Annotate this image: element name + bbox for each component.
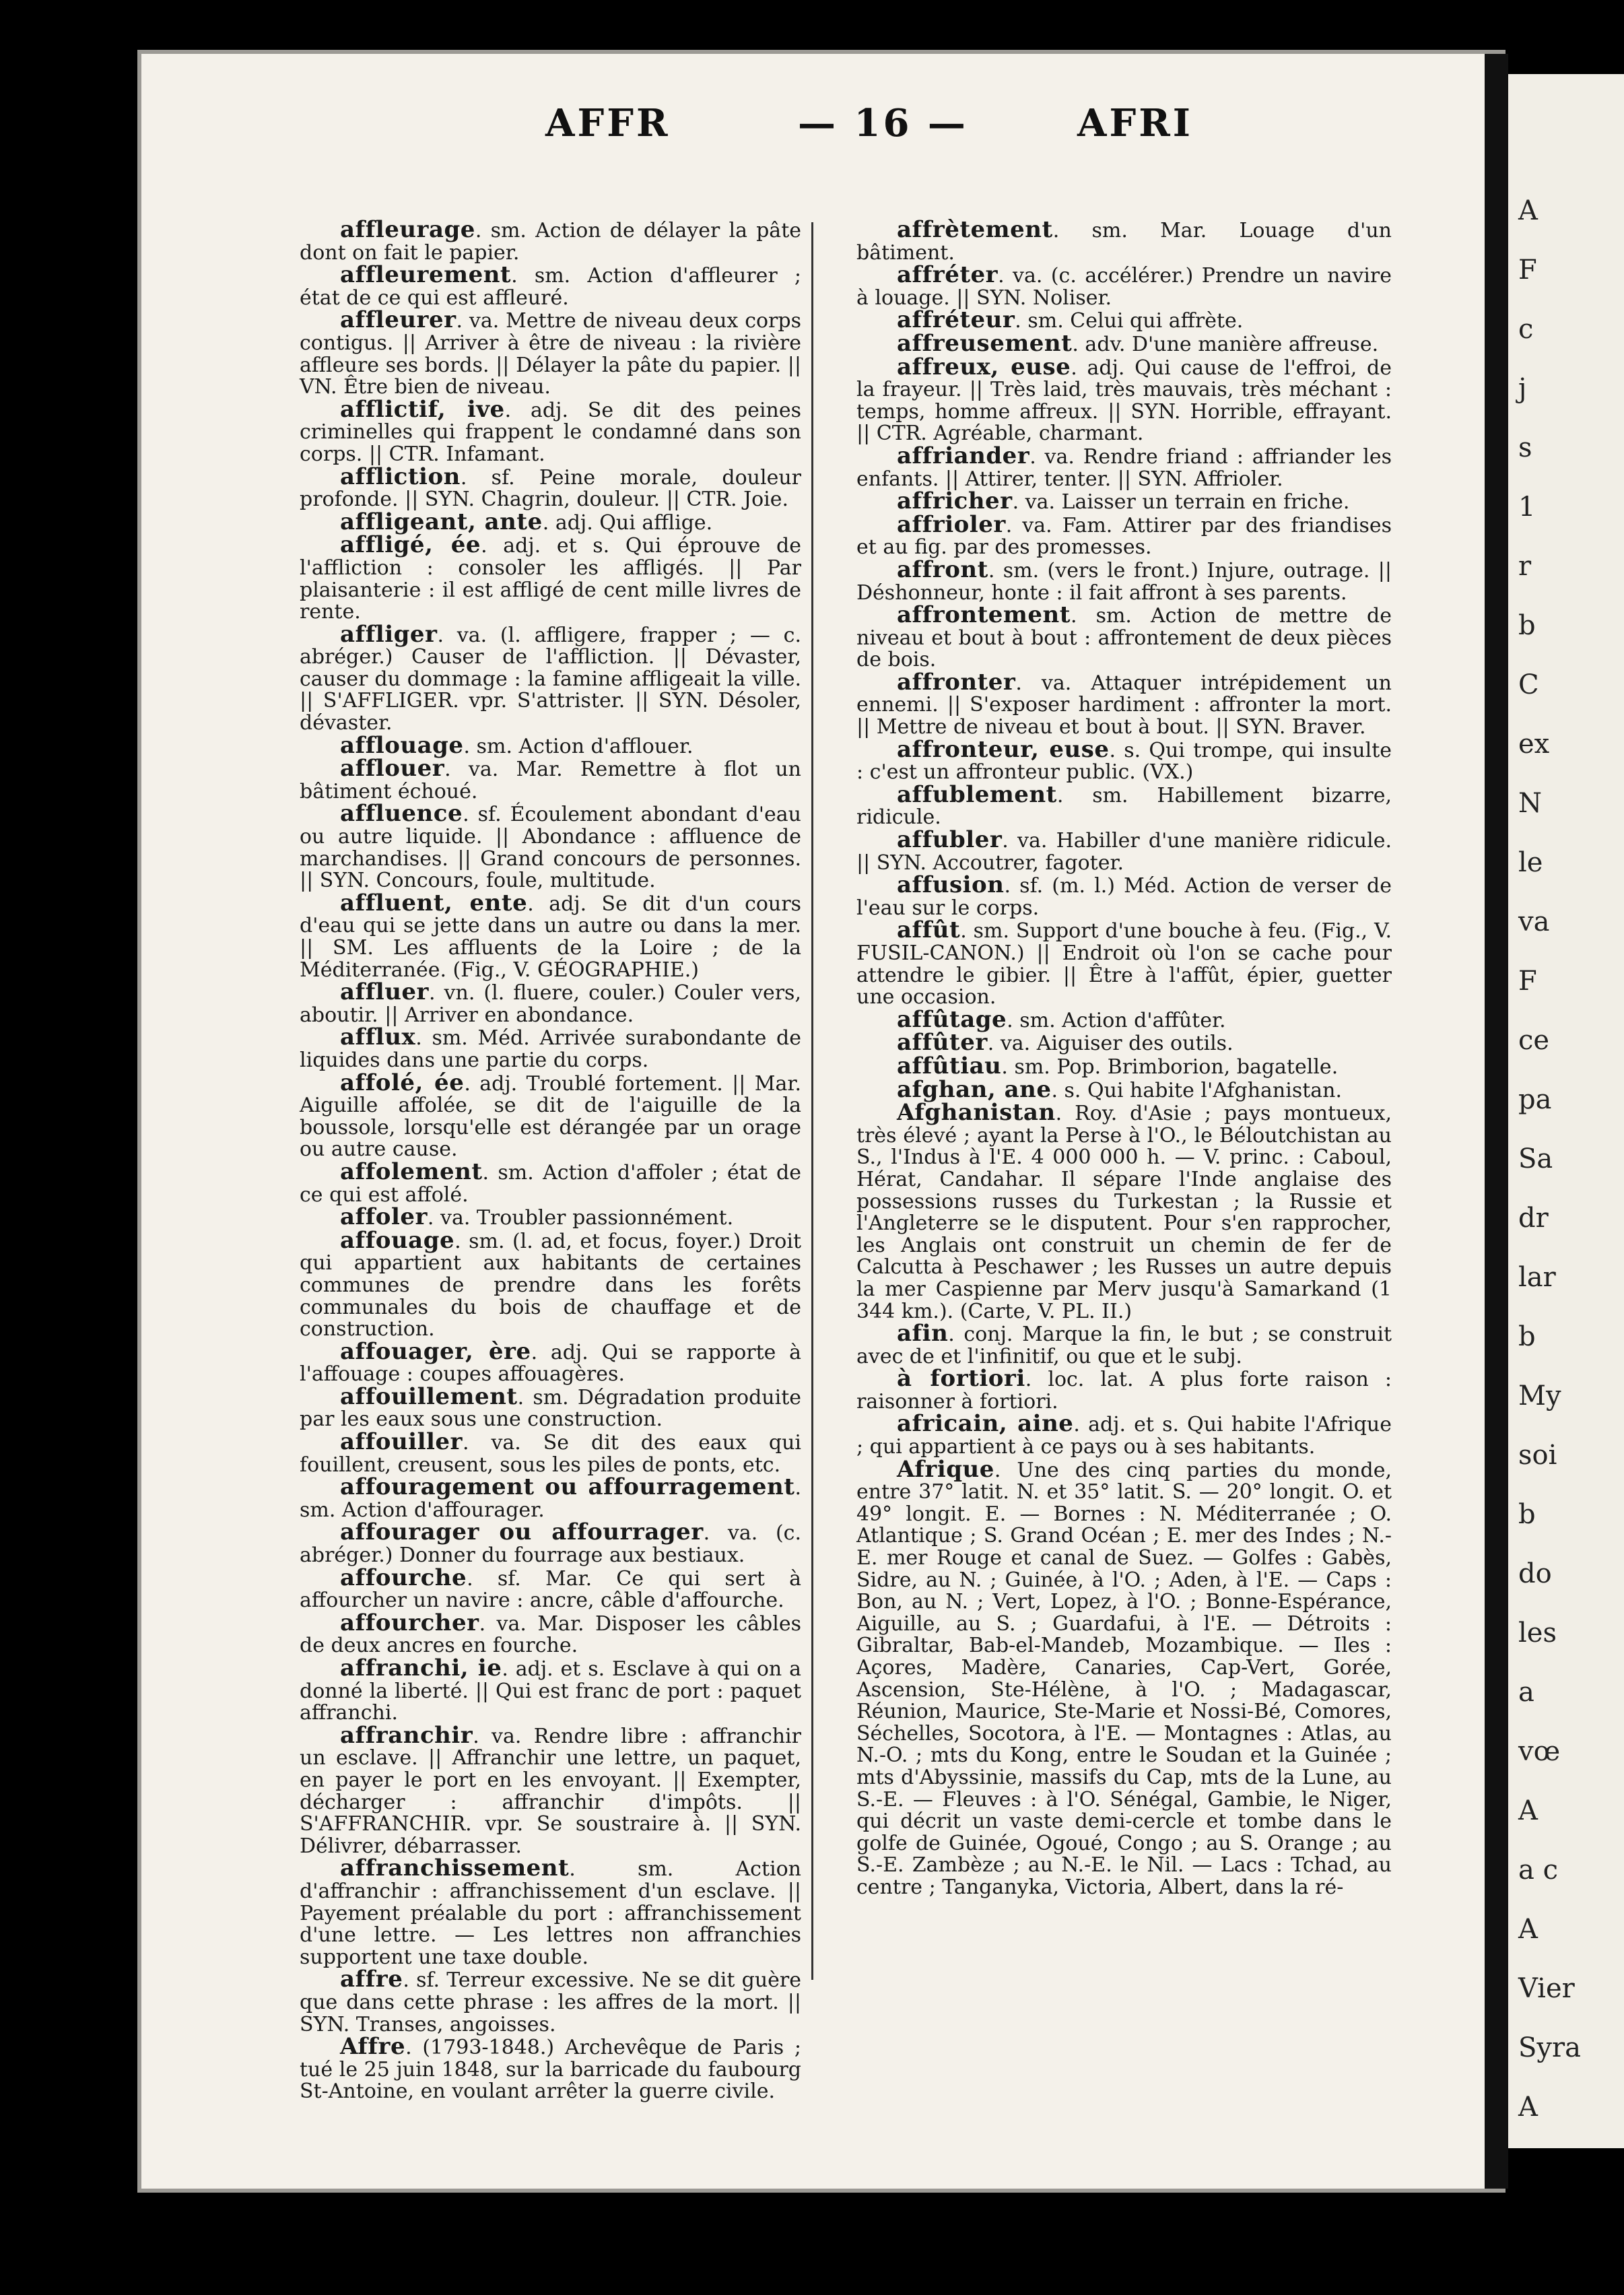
- dictionary-entry: [856, 668, 1392, 739]
- dictionary-entry: [856, 1029, 1392, 1057]
- entry-headword: affourche: [340, 1564, 467, 1591]
- dictionary-entry: [856, 1455, 1392, 1899]
- entry-definition: . s. Qui habite l'Afghanistan.: [1051, 1078, 1343, 1102]
- entry-definition: . sf. Mar. Ce qui sert à affourcher un navire : ancre, câble d'affourche.: [300, 1566, 801, 1613]
- edge-fragment: le: [1518, 847, 1543, 878]
- entry-headword: afflouer: [340, 755, 445, 783]
- entry-headword: Affre: [340, 2033, 406, 2061]
- entry-headword: affouager, ère: [340, 1337, 531, 1365]
- entry-definition: . sm. Celui qui affrète.: [1015, 309, 1244, 333]
- entry-definition: . Roy. d'Asie ; pays montueux, très élevé ; ayant la Perse à l'O., le Béloutchistan au S., l'Indus à l'E. 4 000 000 h. — V. princ. : Caboul, Hérat, Candahar. Il sépare l'Inde anglaise des possessions russes du Turkestan ; la Russie et l'Angleterre se le disputent. Pour s'en rapprocher, les Anglais ont construit un chemin de fer de Calcutta à Peschawer ; les Russes un autre depuis la mer Caspienne par Merv jusqu'à Samarkand (1 344 km.). (Carte, V. PL. II.): [856, 1102, 1392, 1323]
- entry-definition: . sm. Action d'affûter.: [1007, 1008, 1226, 1032]
- entry-headword: afghan, ane: [897, 1075, 1052, 1103]
- edge-fragment: j: [1518, 373, 1527, 404]
- dictionary-entry: [856, 826, 1392, 875]
- entry-headword: affront: [897, 556, 988, 583]
- entry-headword: affriander: [897, 442, 1030, 469]
- entry-headword: affligé, ée: [340, 531, 481, 559]
- entry-definition: . adv. D'une manière affreuse.: [1072, 332, 1379, 356]
- dictionary-entry: [300, 978, 801, 1027]
- entry-definition: . va. (l. affligere, frapper ; — c. abréger.) Causer de l'affliction. || Dévaster, causer du dommage : la famine affligeait la ville. || S'AFFLIGER. vpr. S'attrister. || SYN. Désoler, dévaster.: [300, 623, 801, 735]
- entry-definition: . adj. Qui cause de l'effroi, de la frayeur. || Très laid, très mauvais, très méchant : temps, homme affreux. || SYN. Horrible, effrayant. || CTR. Agréable, charmant.: [856, 356, 1392, 446]
- entry-definition: . sm. Support d'une bouche à feu. (Fig., V. FUSIL-CANON.) || Endroit où l'on se cache pour attendre le gibier. || Être à l'affût, épier, guetter une occasion.: [856, 919, 1392, 1009]
- entry-headword: à fortiori: [897, 1365, 1025, 1393]
- entry-definition: . adj. et s. Qui éprouve de l'affliction : consoler les affligés. || Par plaisanterie : il est affligé de cent mille livres de rente.: [300, 534, 801, 624]
- entry-definition: . adj. et s. Qui habite l'Afrique ; qui appartient à ce pays ou à ses habitants.: [856, 1413, 1392, 1459]
- entry-headword: affluer: [340, 978, 429, 1006]
- edge-fragment: va: [1518, 906, 1550, 937]
- edge-fragment: b: [1518, 1321, 1536, 1352]
- dictionary-entry: [856, 1075, 1392, 1103]
- dictionary-entry: [856, 329, 1392, 357]
- dictionary-entry: [300, 261, 801, 310]
- entry-headword: affûter: [897, 1029, 988, 1057]
- dictionary-entry: [856, 1052, 1392, 1079]
- page-number: — 16 —: [798, 101, 968, 145]
- entry-definition: . adj. Se dit d'un cours d'eau qui se jette dans un autre ou dans la mer. || SM. Les affluents de la Loire ; de la Méditerranée. (Fig., V. GÉOGRAPHIE.): [300, 892, 801, 982]
- edge-fragment: F: [1518, 966, 1537, 997]
- dictionary-entry: [300, 395, 802, 466]
- dictionary-entry: [856, 780, 1392, 830]
- dictionary-entry: [856, 353, 1392, 446]
- entry-headword: affubler: [897, 826, 1003, 854]
- entry-headword: affricher: [897, 488, 1013, 515]
- entry-definition: . va. Aiguiser des outils.: [987, 1032, 1233, 1056]
- dictionary-entry: [300, 1026, 801, 1071]
- entry-definition: . adj. Troublé fortement. || Mar. Aiguille affolée, se dit de l'aiguille de la boussole, lorsqu'elle est dérangée par un orage ou autre cause.: [300, 1071, 801, 1162]
- dictionary-entry: [300, 620, 801, 735]
- header-left: AFFR: [545, 101, 671, 145]
- entry-headword: affranchi, ie: [340, 1655, 502, 1682]
- entry-definition: . sm. Pop. Brimborion, bagatelle.: [1001, 1055, 1339, 1079]
- entry-headword: africain, aine: [897, 1410, 1074, 1438]
- edge-fragment: les: [1518, 1618, 1557, 1649]
- entry-definition: . va. Mar. Disposer les câbles de deux ancres en fourche.: [300, 1611, 801, 1658]
- right-column: [856, 216, 1392, 1899]
- entry-headword: affronteur, euse: [897, 735, 1110, 763]
- dictionary-entry: [300, 1203, 801, 1231]
- dictionary-entry: [300, 1521, 801, 1566]
- dictionary-entry: [300, 216, 801, 265]
- left-column: [300, 216, 802, 2104]
- entry-definition: . sf. Écoulement abondant d'eau ou autre liquide. || Abondance : affluence de marchandises. || Grand concours de personnes. || SYN. Concours, foule, multitude.: [300, 803, 801, 893]
- edge-fragment: a: [1518, 1677, 1534, 1708]
- edge-fragment: c: [1518, 314, 1534, 345]
- edge-fragment: A: [1518, 2092, 1538, 2123]
- entry-definition: . (1793-1848.) Archevêque de Paris ; tué le 25 juin 1848, sur la barricade du faubourg St-Antoine, en voulant arrêter la guerre civile.: [300, 2036, 801, 2104]
- header-right: AFRI: [1077, 101, 1193, 145]
- dictionary-entry: [856, 1005, 1392, 1033]
- entry-definition: . va. Habiller d'une manière ridicule. || SYN. Accoutrer, fagoter.: [856, 829, 1392, 875]
- entry-definition: . va. Troubler passionnément.: [427, 1206, 734, 1230]
- dictionary-entry: [856, 735, 1392, 785]
- edge-fragment: dr: [1518, 1203, 1549, 1234]
- entry-headword: affût: [897, 917, 961, 944]
- entry-headword: affrioler: [897, 510, 1006, 538]
- entry-definition: . adj. Qui afflige.: [542, 510, 713, 535]
- dictionary-entry: [300, 1069, 801, 1162]
- entry-headword: affouiller: [340, 1428, 463, 1456]
- entry-headword: Afghanistan: [897, 1099, 1056, 1127]
- entry-definition: . adj. Qui se rapporte à l'affouage : coupes affouagères.: [300, 1340, 802, 1387]
- edge-fragment: A: [1518, 195, 1538, 226]
- dictionary-entry: [300, 1428, 801, 1477]
- entry-headword: affrontement: [897, 601, 1071, 629]
- dictionary-entry: [300, 508, 801, 535]
- dictionary-entry: [300, 889, 801, 982]
- entry-definition: . sm. Action d'affourager.: [300, 1476, 801, 1522]
- entry-headword: affreux, euse: [897, 353, 1071, 380]
- entry-headword: affleurer: [340, 306, 456, 334]
- entry-definition: . sm. Mar. Louage d'un bâtiment.: [856, 219, 1392, 265]
- dictionary-entry: [300, 463, 801, 512]
- edge-fragment: soi: [1518, 1440, 1557, 1471]
- entry-definition: . s. Qui trompe, qui insulte : c'est un affronteur public. (VX.): [856, 738, 1392, 785]
- entry-headword: affranchissement: [340, 1855, 570, 1882]
- entry-definition: . sm. (l. ad, et focus, foyer.) Droit qui appartient aux habitants de certaines communes de prendre dans les forêts communales du bois de chauffage et de construction.: [300, 1229, 801, 1341]
- dictionary-entry: [300, 755, 801, 803]
- edge-fragment: do: [1518, 1558, 1552, 1589]
- entry-headword: affluent, ente: [340, 889, 528, 917]
- dictionary-entry: [300, 1383, 801, 1432]
- edge-fragment: A: [1518, 1795, 1538, 1826]
- entry-definition: . va. Attaquer intrépidement un ennemi. || S'exposer hardiment : affronter la mort. || Mettre de niveau et bout à bout. || SYN. Braver.: [856, 671, 1392, 739]
- column-rule: [811, 222, 813, 1980]
- entry-headword: affliger: [340, 620, 438, 648]
- dictionary-entry: [856, 510, 1392, 560]
- edge-fragment: b: [1518, 610, 1536, 641]
- entry-definition: . conj. Marque la fin, le but ; se construit avec de et l'infinitif, ou que et le subj.: [856, 1323, 1392, 1368]
- entry-definition: . sm. Dégradation produite par les eaux sous une construction.: [300, 1385, 801, 1432]
- dictionary-entry: [300, 306, 801, 399]
- dictionary-entry: [300, 1609, 801, 1658]
- dictionary-entry: [300, 1721, 801, 1858]
- edge-fragment: F: [1518, 255, 1537, 286]
- edge-fragment: My: [1518, 1381, 1561, 1411]
- entry-definition: . va. Laisser un terrain en friche.: [1012, 490, 1350, 514]
- edge-fragment: Sa: [1518, 1143, 1553, 1174]
- dictionary-entry: [300, 1564, 801, 1613]
- dictionary-entry: [856, 919, 1392, 1008]
- edge-fragment: Vier: [1518, 1973, 1575, 2004]
- entry-headword: affouage: [340, 1226, 455, 1254]
- dictionary-entry: [856, 556, 1392, 605]
- entry-definition: . sf. Peine morale, douleur profonde. || SYN. Chagrin, douleur. || CTR. Joie.: [300, 465, 801, 512]
- entry-definition: . sm. Action d'afflouer.: [463, 734, 693, 758]
- entry-definition: . Une des cinq parties du monde, entre 37° latit. N. et 35° latit. S. — 20° longit. O. et 49° longit. E. — Bornes : N. Méditerranée ; O. Atlantique ; S. Grand Océan ; E. mer des Indes ; N.-E. mer Rouge et canal de Suez. — Golfes : Gabès, Sidre, au N. ; Guinée, à l'O. ; Aden, à l'E. — Caps : Bon, au N. ; Vert, Lopez, à l'O. ; Bonne-Espérance, Aiguille, au S. ; Guardafui, à l'E. — Détroits : Gibraltar, Bab-el-Mandeb, Mozambique. — Iles : Açores, Madère, Canaries, Cap-Vert, Gorée, Ascension, Ste-Hélène, à l'O. ; Madagascar, Réunion, Maurice, Ste-Marie et Nossi-Bé, Comores, Séchelles, Socotora, à l'E. — Montagnes : Atlas, au N.-O. ; mts du Kong, entre le Soudan et la Guinée ; mts d'Abyssinie, massifs du Cap, mts de la Lune, au S.-E. — Fleuves : à l'O. Sénégal, Gambie, le Niger, qui décrit un vaste demi-cercle et tombe dans le golfe de Guinée, Ogoué, Congo ; au S. Orange ; au S.-E. Zambèze ; au N.-E. le Nil. — Lacs : Tchad, au centre ; Tanganyka, Victoria, Albert, dans la ré-: [856, 1458, 1392, 1899]
- dictionary-entry: [856, 442, 1392, 491]
- dictionary-entry: [856, 1320, 1392, 1368]
- dictionary-entry: [300, 1158, 801, 1207]
- entry-headword: affrètement: [897, 216, 1053, 243]
- edge-fragment: C: [1518, 669, 1539, 700]
- entry-headword: affouillement: [340, 1383, 518, 1410]
- edge-fragment: ex: [1518, 729, 1550, 760]
- edge-fragment: s: [1518, 432, 1532, 463]
- edge-fragment: vœ: [1518, 1736, 1561, 1767]
- dictionary-entry: [300, 531, 801, 624]
- entry-definition: . sm. Habillement bizarre, ridicule.: [856, 783, 1392, 830]
- dictionary-entry: [856, 1365, 1392, 1413]
- entry-definition: . va. Mettre de niveau deux corps contigus. || Arriver à être de niveau : la rivière affleure ses bords. || Délayer la pâte du papier. || VN. Être bien de niveau.: [300, 309, 801, 399]
- edge-fragment: A: [1518, 1914, 1538, 1945]
- entry-definition: . va. Rendre friand : affriander les enfants. || Attirer, tenter. || SYN. Affrioler.: [856, 444, 1392, 491]
- entry-definition: . va. Rendre libre : affranchir un esclave. || Affranchir une lettre, un paquet, en payer le port en les envoyant. || Exempter, décharger : affranchir d'impôts. || S'AFFRANCHIR. vpr. Se soustraire à. || SYN. Délivrer, débarrasser.: [300, 1724, 801, 1858]
- entry-headword: affliction: [340, 463, 461, 490]
- entry-headword: affoler: [340, 1203, 428, 1231]
- entry-headword: affolé, ée: [340, 1069, 465, 1096]
- entry-definition: . va. Fam. Attirer par des friandises et au fig. par des promesses.: [856, 513, 1392, 560]
- entry-headword: afflux: [340, 1024, 416, 1051]
- edge-fragment: b: [1518, 1499, 1536, 1530]
- dictionary-entry: [300, 2033, 801, 2104]
- dictionary-entry: [856, 306, 1392, 334]
- entry-headword: affréter: [897, 261, 999, 289]
- entry-headword: affourcher: [340, 1609, 479, 1636]
- entry-headword: affleurement: [340, 261, 512, 289]
- entry-definition: . sf. (m. l.) Méd. Action de verser de l'eau sur le corps.: [856, 874, 1392, 920]
- entry-headword: affouragement ou affourragement: [340, 1473, 795, 1501]
- entry-definition: . loc. lat. A plus forte raison : raisonner à fortiori.: [856, 1368, 1392, 1413]
- entry-definition: . sf. Terreur excessive. Ne se dit guère que dans cette phrase : les affres de la mort. || SYN. Transes, angoisses.: [300, 1968, 801, 2036]
- edge-fragment: a c: [1518, 1855, 1558, 1886]
- entry-definition: . va. Mar. Remettre à flot un bâtiment échoué.: [300, 758, 801, 803]
- entry-headword: affreusement: [897, 329, 1073, 357]
- dictionary-entry: [856, 261, 1392, 310]
- entry-headword: Afrique: [897, 1455, 994, 1483]
- edge-fragment: lar: [1518, 1262, 1556, 1293]
- edge-fragment: Syra: [1518, 2032, 1581, 2063]
- page-gap: [1485, 54, 1508, 2189]
- dictionary-entry: [856, 1099, 1392, 1323]
- entry-definition: . vn. (l. fluere, couler.) Couler vers, aboutir. || Arriver en abondance.: [300, 981, 801, 1027]
- entry-definition: . va. (c. accélérer.) Prendre un navire à louage. || SYN. Noliser.: [856, 264, 1392, 310]
- entry-headword: affusion: [897, 871, 1005, 899]
- entry-definition: . sm. Action de mettre de niveau et bout à bout : affrontement de deux pièces de bois.: [856, 604, 1392, 672]
- entry-definition: . sm. Action de délayer la pâte dont on fait le papier.: [300, 219, 801, 265]
- entry-headword: affréteur: [897, 306, 1015, 334]
- entry-definition: . sm. Méd. Arrivée surabondante de liquides dans une partie du corps.: [300, 1026, 801, 1072]
- edge-fragment: pa: [1518, 1084, 1552, 1115]
- entry-definition: . sm. Action d'affleurer ; état de ce qui est affleuré.: [300, 264, 801, 310]
- entry-definition: . sm. Action d'affoler ; état de ce qui est affolé.: [300, 1160, 801, 1207]
- dictionary-entry: [300, 1857, 801, 1968]
- entry-headword: afin: [897, 1320, 949, 1348]
- entry-headword: affronter: [897, 668, 1016, 696]
- dictionary-entry: [300, 800, 801, 893]
- entry-definition: . sm. Action d'affranchir : affranchissement d'un esclave. || Payement préalable du port : affranchissement d'une lettre. — Les lettres non affranchies supportent une taxe double.: [300, 1857, 801, 1969]
- edge-fragment: r: [1518, 551, 1532, 582]
- dictionary-entry: [300, 1473, 801, 1522]
- edge-fragment: 1: [1518, 492, 1536, 523]
- entry-headword: affolement: [340, 1158, 483, 1185]
- entry-headword: affranchir: [340, 1721, 473, 1749]
- entry-definition: . sm. (vers le front.) Injure, outrage. || Déshonneur, honte : il fait affront à ses parents.: [856, 558, 1392, 605]
- entry-headword: affre: [340, 1966, 403, 1993]
- entry-definition: . va. (c. abréger.) Donner du fourrage aux bestiaux.: [300, 1521, 801, 1568]
- dictionary-entry: [300, 731, 801, 759]
- dictionary-entry: [856, 601, 1392, 672]
- dictionary-entry: [856, 216, 1392, 265]
- entry-headword: afflictif, ive: [340, 395, 505, 423]
- entry-headword: affûtiau: [897, 1052, 1002, 1079]
- dictionary-entry: [300, 1337, 802, 1387]
- entry-headword: affluence: [340, 800, 463, 828]
- dictionary-entry: [856, 1410, 1392, 1459]
- dictionary-entry: [300, 1968, 801, 2036]
- dictionary-entry: [856, 871, 1392, 920]
- entry-definition: . adj. et s. Esclave à qui on a donné la liberté. || Qui est franc de port : paquet affranchi.: [300, 1657, 801, 1725]
- dictionary-entry: [300, 1657, 801, 1725]
- entry-definition: . adj. Se dit des peines criminelles qui frappent le condamné dans son corps. || CTR. Infamant.: [300, 398, 802, 466]
- entry-headword: afflouage: [340, 731, 464, 759]
- edge-fragment: ce: [1518, 1025, 1550, 1056]
- dictionary-entry: [300, 1226, 801, 1341]
- entry-headword: affleurage: [340, 216, 475, 243]
- entry-headword: affûtage: [897, 1005, 1007, 1033]
- entry-headword: affligeant, ante: [340, 508, 543, 535]
- entry-headword: affourager ou affourrager: [340, 1519, 704, 1546]
- edge-fragment: N: [1518, 788, 1542, 819]
- dictionary-entry: [856, 490, 1392, 514]
- entry-definition: . va. Se dit des eaux qui fouillent, creusent, sous les piles de ponts, etc.: [300, 1431, 801, 1477]
- entry-headword: affublement: [897, 780, 1057, 808]
